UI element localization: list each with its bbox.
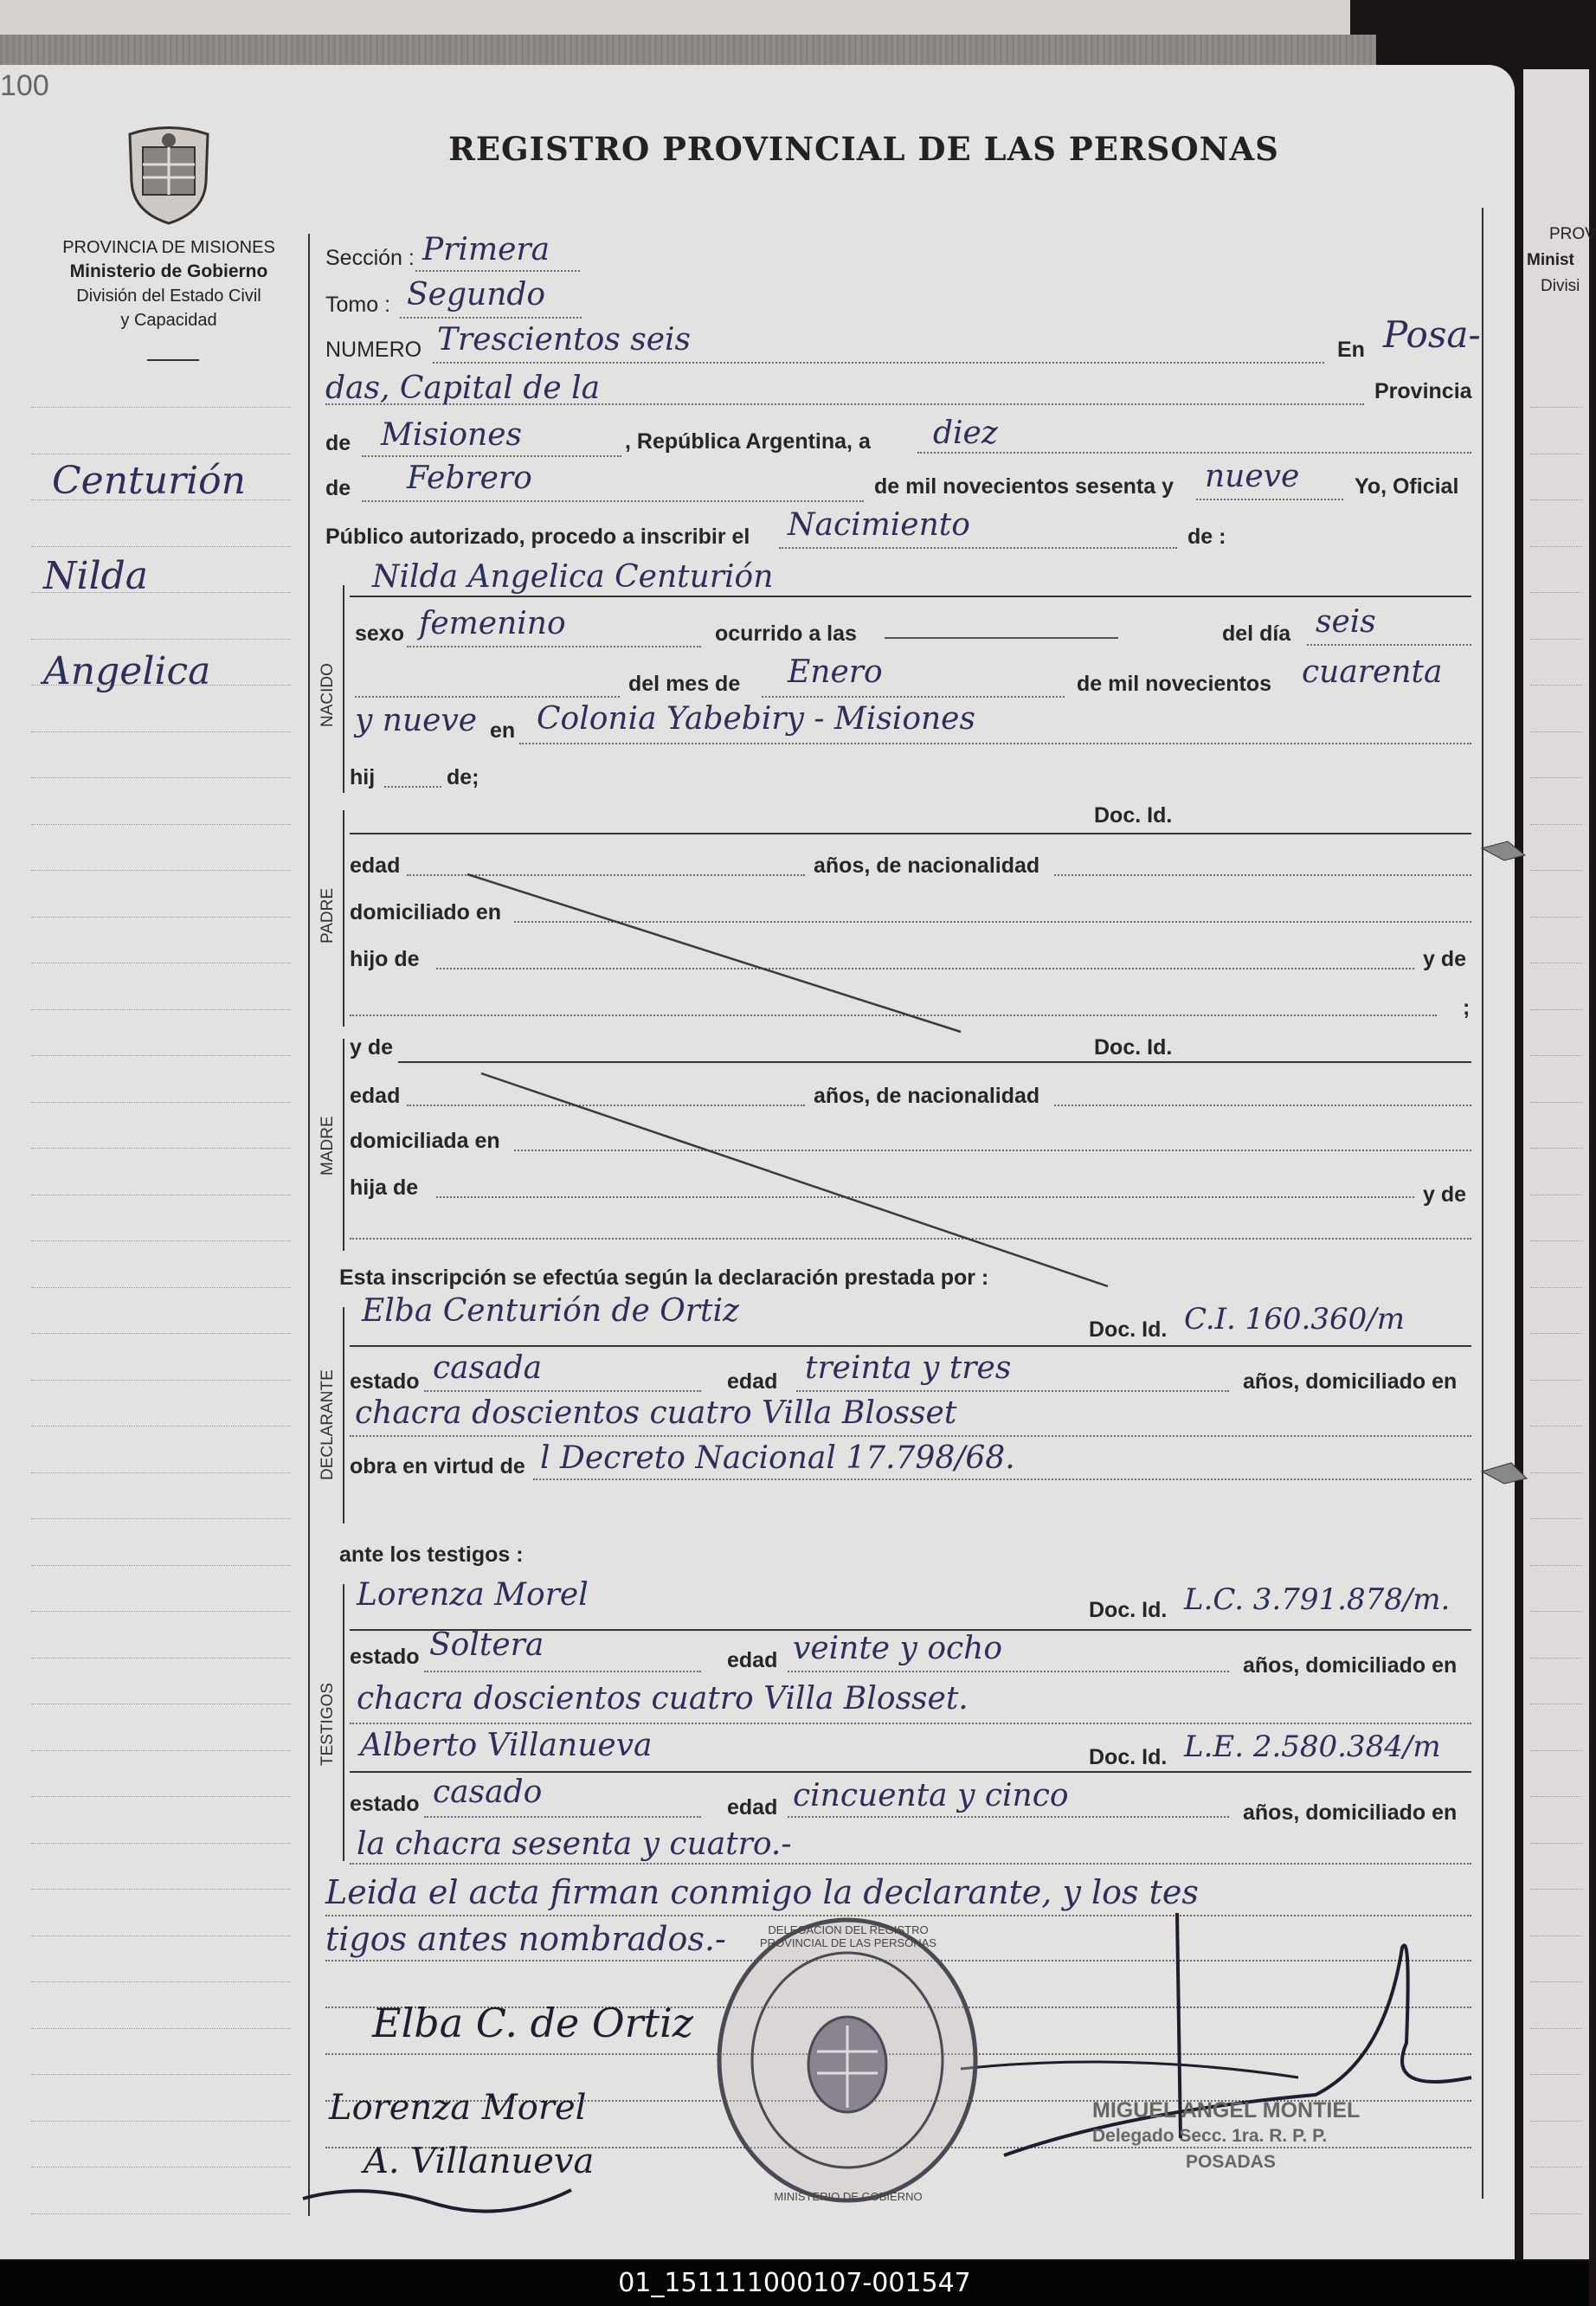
en-value: Posa-	[1383, 313, 1481, 356]
seal-outer-text: DELEGACION DEL REGISTRO PROVINCIAL DE LAS PERSONAS	[760, 1923, 936, 1949]
city-value: das, Capital de la	[325, 370, 601, 406]
margin-surname: Centurión	[52, 459, 246, 503]
padre-semicolon: ;	[1463, 995, 1471, 1020]
mil-label: de mil novecientos	[1077, 672, 1272, 696]
madre-edad-label: edad	[350, 1084, 401, 1108]
testigo1-doc-value: L.C. 3.791.878/m.	[1184, 1582, 1451, 1617]
nacido-year-value: cuarenta	[1302, 654, 1443, 690]
signature-declarante: Elba C. de Ortiz	[372, 2000, 694, 2046]
padre-section-label: PADRE	[319, 887, 337, 944]
image-filename: 01_151111000107-001547	[0, 2261, 1589, 2306]
day-value: diez	[933, 415, 998, 451]
dia-value: seis	[1316, 604, 1376, 640]
nacido-year2-value: y nueve	[355, 703, 478, 738]
madre-yde-top: y de	[350, 1035, 394, 1060]
header-division: División del Estado Civil	[76, 287, 261, 306]
right-page-line1: PROV	[1549, 225, 1596, 243]
de3-label: de :	[1187, 525, 1226, 549]
padre-edad-label: edad	[350, 853, 401, 878]
padre-yde-label: y de	[1423, 947, 1467, 971]
numero-label: NUMERO	[325, 338, 422, 362]
en-label: En	[1337, 338, 1365, 362]
madre-dom-label: domiciliada en	[350, 1129, 500, 1153]
province-value: Misiones	[381, 417, 523, 453]
mes-value: Enero	[788, 654, 883, 690]
official-title: Delegado Secc. 1ra. R. P. P.	[1092, 2126, 1328, 2146]
declarante-name: Elba Centurión de Ortiz	[362, 1293, 739, 1329]
signature-testigo2: A. Villanueva	[364, 2142, 595, 2181]
declarante-doc-label: Doc. Id.	[1089, 1317, 1168, 1342]
testigo1-edad-label: edad	[727, 1648, 778, 1672]
official-city: POSADAS	[1186, 2152, 1276, 2172]
page-title: REGISTRO PROVINCIAL DE LAS PERSONAS	[448, 130, 1279, 168]
testigo1-name: Lorenza Morel	[357, 1577, 589, 1613]
testigo2-edad-label: edad	[727, 1795, 778, 1820]
padre-hijo-label: hijo de	[350, 947, 420, 971]
birthplace-value: Colonia Yabebiry - Misiones	[537, 701, 975, 737]
signature-testigo1: Lorenza Morel	[329, 2088, 587, 2128]
right-page-line3: Divisi	[1541, 277, 1580, 295]
provincia-label: Provincia	[1374, 379, 1472, 403]
tomo-label: Tomo :	[325, 293, 391, 317]
act-value: Nacimiento	[788, 507, 970, 543]
oficial-label: Yo, Oficial	[1355, 474, 1459, 499]
declarante-estado-label: estado	[350, 1369, 420, 1394]
seccion-value: Primera	[422, 232, 550, 267]
seccion-label: Sección :	[325, 246, 415, 270]
testigos-section-label: TESTIGOS	[319, 1682, 337, 1766]
testigo2-estado-value: casado	[433, 1775, 543, 1810]
testigo1-dom-label: años, domiciliado en	[1243, 1653, 1458, 1678]
testigo2-doc-value: L.E. 2.580.384/m	[1184, 1730, 1441, 1764]
obra-value: l Decreto Nacional 17.798/68.	[540, 1440, 1015, 1476]
testigo1-doc-label: Doc. Id.	[1089, 1598, 1168, 1622]
madre-anos-label: años, de nacionalidad	[814, 1084, 1040, 1108]
declarante-edad-value: treinta y tres	[805, 1350, 1012, 1386]
page-number: 100	[0, 69, 49, 102]
publico-label: Público autorizado, procedo a inscribir el	[325, 525, 750, 549]
tomo-value: Segundo	[407, 277, 546, 312]
official-seal-icon	[713, 1913, 981, 2207]
madre-yde-label: y de	[1423, 1182, 1467, 1207]
obra-label: obra en virtud de	[350, 1454, 525, 1478]
year-label: de mil novecientos sesenta y	[874, 474, 1174, 499]
testigo2-address: la chacra sesenta y cuatro.-	[357, 1826, 792, 1862]
mes-label: del mes de	[628, 672, 741, 696]
header-capacity: y Capacidad	[120, 311, 217, 330]
month-value: Febrero	[407, 461, 532, 496]
testigo2-name: Alberto Villanueva	[360, 1728, 653, 1763]
official-name: MIGUEL ANGEL MONTIEL	[1092, 2098, 1361, 2122]
madre-doc-label: Doc. Id.	[1094, 1035, 1173, 1060]
testigo2-estado-label: estado	[350, 1792, 420, 1816]
padre-anos-label: años, de nacionalidad	[814, 853, 1040, 878]
madre-section-label: MADRE	[319, 1116, 337, 1176]
testigo2-dom-label: años, domiciliado en	[1243, 1800, 1458, 1825]
hij-de-label: de;	[447, 765, 479, 789]
year-value: nueve	[1205, 459, 1300, 494]
seal-inner-text: MINISTERIO DE GOBIERNO	[774, 2190, 923, 2203]
de2-label: de	[325, 476, 351, 500]
declarante-address: chacra doscientos cuatro Villa Blosset	[355, 1395, 957, 1431]
nacido-section-label: NACIDO	[319, 663, 337, 727]
testigo1-estado-value: Soltera	[429, 1627, 544, 1663]
padre-doc-label: Doc. Id.	[1094, 803, 1173, 828]
header-province: PROVINCIA DE MISIONES	[62, 238, 275, 257]
header-ministry: Ministerio de Gobierno	[69, 261, 268, 281]
declarante-section-label: DECLARANTE	[319, 1369, 337, 1480]
de-label: de	[325, 431, 351, 455]
declarante-edad-label: edad	[727, 1369, 778, 1394]
declarante-dom-label: años, domiciliado en	[1243, 1369, 1458, 1394]
testigos-intro: ante los testigos :	[339, 1543, 524, 1567]
madre-hija-label: hija de	[350, 1176, 419, 1200]
sexo-label: sexo	[355, 622, 404, 646]
declarante-estado-value: casada	[433, 1350, 543, 1386]
dia-label: del día	[1222, 622, 1291, 646]
closing-line1: Leida el acta firman conmigo la declarante, y los tes	[325, 1873, 1199, 1911]
closing-line2: tigos antes nombrados.-	[325, 1920, 726, 1958]
testigo1-estado-label: estado	[350, 1645, 420, 1669]
numero-value: Trescientos seis	[437, 322, 691, 357]
hij-label: hij	[350, 765, 376, 789]
ocurrido-label: ocurrido a las	[715, 622, 857, 646]
sexo-value: femenino	[419, 606, 566, 641]
nacido-name: Nilda Angelica Centurión	[372, 559, 774, 595]
declarante-doc-value: C.I. 160.360/m	[1184, 1302, 1405, 1337]
nacido-en-label: en	[490, 718, 516, 743]
right-page-line2: Minist	[1527, 251, 1574, 269]
republica-label: , República Argentina, a	[625, 429, 871, 454]
testigo2-edad-value: cincuenta y cinco	[793, 1778, 1069, 1813]
testigo1-edad-value: veinte y ocho	[793, 1631, 1003, 1666]
padre-dom-label: domiciliado en	[350, 900, 502, 924]
testigo1-address: chacra doscientos cuatro Villa Blosset.	[357, 1681, 969, 1717]
testigo2-doc-label: Doc. Id.	[1089, 1745, 1168, 1769]
margin-first-name: Nilda	[43, 554, 149, 598]
declarante-intro: Esta inscripción se efectúa según la declaración prestada por :	[339, 1266, 989, 1290]
margin-second-name: Angelica	[43, 649, 211, 693]
